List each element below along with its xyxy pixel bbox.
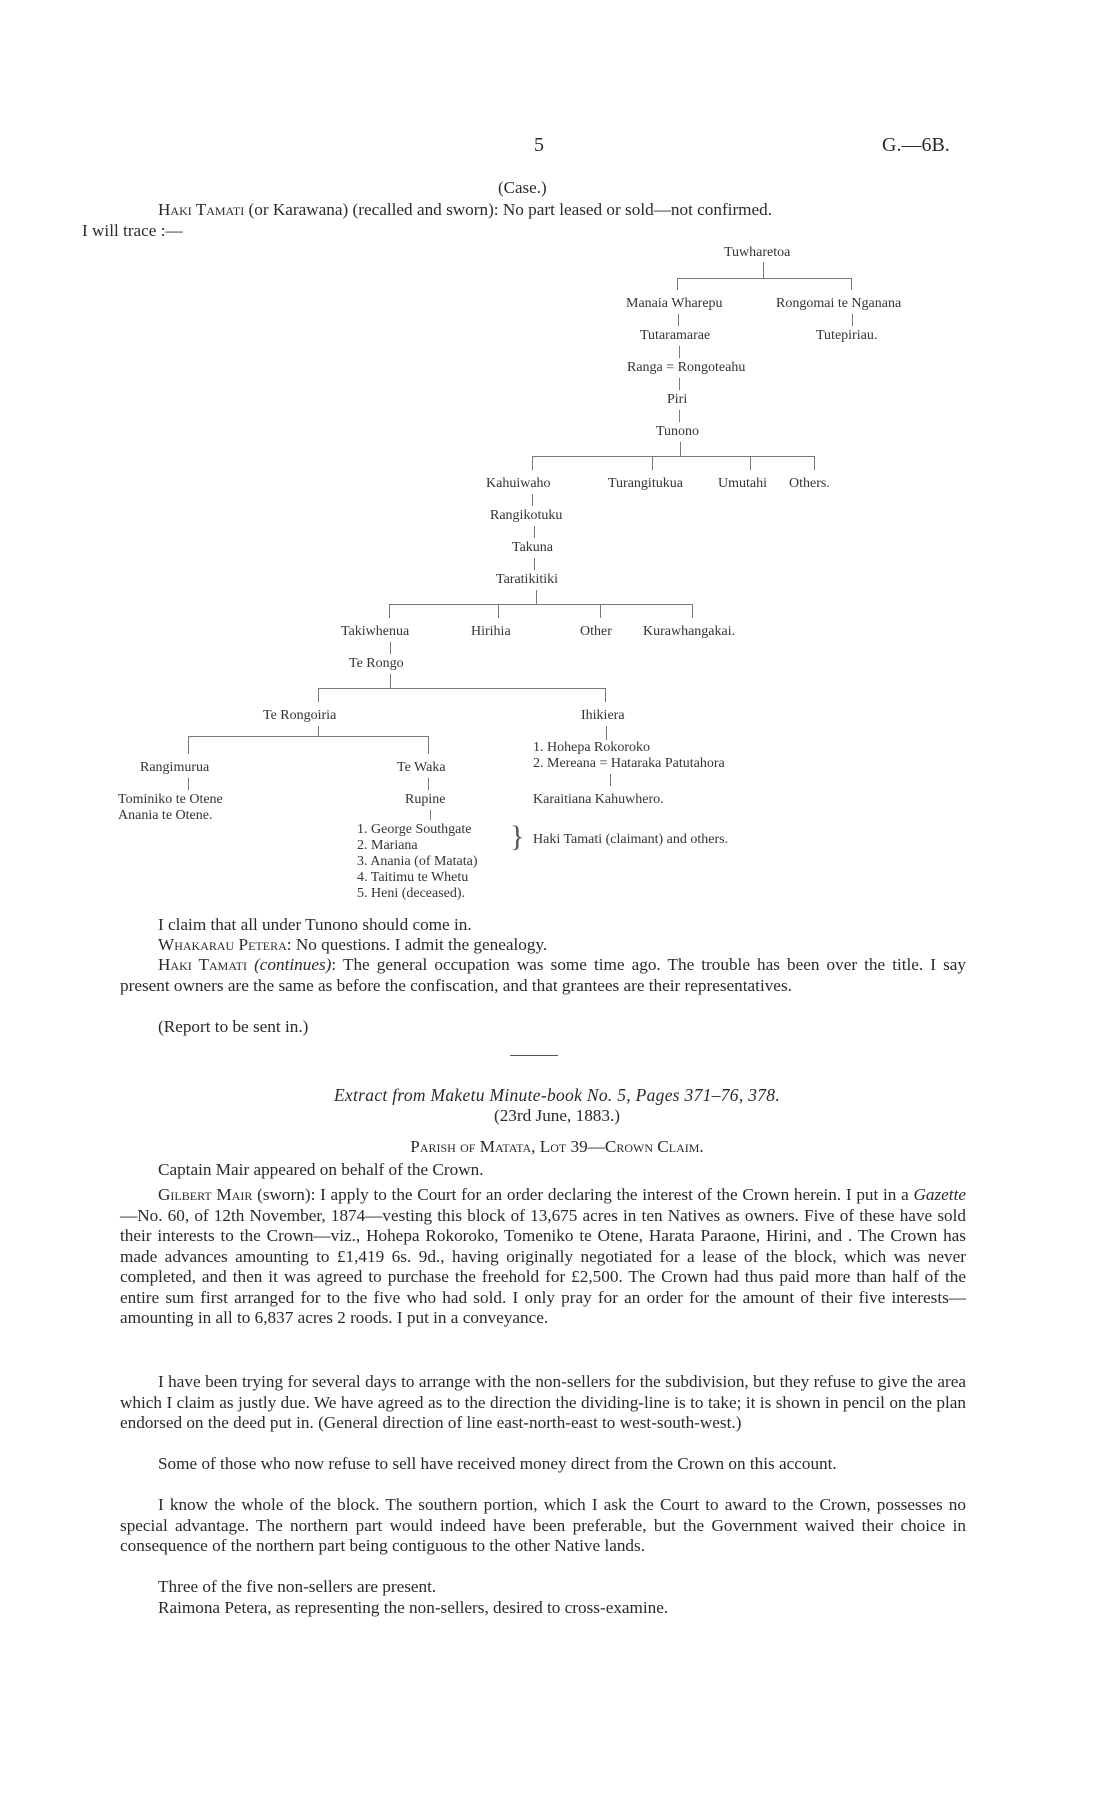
genealogy-marriage: Ranga = Rongoteahu [627, 360, 746, 375]
connector [532, 494, 533, 506]
connector [318, 688, 319, 702]
statement-text: : The general occupation was some time ago. The trouble has been over the title. I say present owners are the same as before the confiscation, and that grantees are their representatives. [120, 955, 966, 995]
genealogy-person: Takuna [512, 540, 554, 555]
connector [534, 526, 535, 538]
genealogy-person: Umutahi [718, 476, 767, 491]
genealogy-person: Kahuiwaho [486, 476, 551, 491]
connector [389, 604, 692, 605]
testimony-intro [82, 200, 966, 241]
connector [750, 456, 751, 470]
brace-icon: } [510, 820, 525, 853]
gazette-ref: Gazette [913, 1185, 966, 1204]
genealogy-person: 2. Mereana = Hataraka Patutahora [533, 756, 725, 771]
genealogy-person: Tutepiriau. [816, 328, 878, 343]
genealogy-person: 2. Mariana [357, 838, 418, 853]
paragraph-text: (sworn): I apply to the Court for an order declaring the interest of the Crown herein. I put in a [257, 1185, 909, 1204]
genealogy-person: 4. Taitimu te Whetu [357, 870, 469, 885]
document-code: G.—6B. [882, 134, 950, 156]
haki-continued-statement [120, 955, 966, 996]
genealogy-note: Haki Tamati (claimant) and others. [533, 832, 729, 847]
genealogy-person: Te Rongoiria [263, 708, 337, 723]
connector [763, 262, 764, 278]
genealogy-person: Te Waka [397, 760, 446, 775]
connector [318, 688, 605, 689]
paragraph [120, 1185, 966, 1329]
genealogy-person: Rupine [405, 792, 446, 807]
genealogy-person: Tutaramarae [640, 328, 711, 343]
paragraph: Captain Mair appeared on behalf of the Crown. [158, 1160, 484, 1179]
genealogy-person: Rangikotuku [490, 508, 563, 523]
connector [532, 456, 814, 457]
connector [534, 558, 535, 570]
connector [390, 674, 391, 688]
genealogy-person: Manaia Wharepu [626, 296, 723, 311]
paragraph: I know the whole of the block. The southern portion, which I ask the Court to award to the Crown, possesses no special advantage. The northern part would indeed have been preferable, but the Government waived their choice in consequence of the northern part being contiguous to the other Native lands. [120, 1495, 966, 1555]
genealogy-person: Tominiko te Otene [118, 792, 223, 807]
genealogy-person: Anania te Otene. [118, 808, 213, 823]
genealogy-person: Takiwhenua [341, 624, 410, 639]
parish-heading: Parish of Matata, Lot 39—Crown Claim. [410, 1137, 704, 1156]
genealogy-person: 1. George Southgate [357, 822, 472, 837]
genealogy-person: Karaitiana Kahuwhero. [533, 792, 664, 807]
case-label: (Case.) [498, 178, 547, 197]
connector [652, 456, 653, 470]
connector [814, 456, 815, 470]
genealogy-person: Rangimurua [140, 760, 210, 775]
paragraph: Raimona Petera, as representing the non-sellers, desired to cross-examine. [158, 1598, 669, 1617]
paragraph-text: —No. 60, of 12th November, 1874—vesting this block of 13,675 acres in ten Natives as owners. Five of these have sold their interests to the Crown—viz., Hohepa Rokoroko, Tomeniko te Otene, Harata Paraone, Hirini, and . The Crown has made advances amounting to £1,419 6s. 9d., having originally negotiated for a lease of the block, which was never completed, and then it was agreed to purchase the freehold for £2,500. The Crown had thus paid more than half of the entire sum first arranged for to the five who had sold. I only pray for an order for the amount of their five interests—amounting in all to 6,837 acres 2 roods. I put in a conveyance. [120, 1205, 966, 1327]
connector [677, 278, 678, 290]
genealogy-person: Piri [667, 392, 688, 407]
connector [852, 314, 853, 326]
connector [389, 604, 390, 618]
paragraph: Some of those who now refuse to sell have received money direct from the Crown on this account. [158, 1454, 837, 1473]
speaker-name: Gilbert Mair [158, 1185, 253, 1204]
connector [679, 378, 680, 390]
statement-text: : No questions. I admit the genealogy. [286, 935, 548, 954]
genealogy-root: Tuwharetoa [724, 245, 791, 260]
genealogy-person: 3. Anania (of Matata) [357, 854, 478, 869]
connector [188, 778, 189, 790]
section-divider [510, 1055, 558, 1056]
whakarau-statement [120, 935, 966, 956]
connector [851, 278, 852, 290]
connector [605, 688, 606, 702]
connector [680, 442, 681, 456]
connector [600, 604, 601, 618]
continues-label: (continues) [254, 955, 332, 974]
connector [318, 726, 319, 736]
genealogy-person: Tunono [656, 424, 700, 439]
page-number: 5 [534, 134, 544, 156]
connector [610, 774, 611, 786]
connector [188, 736, 189, 754]
speaker-alias: (or Karawana) [248, 200, 349, 219]
genealogy-person: Others. [789, 476, 830, 491]
genealogy-person: Hirihia [471, 624, 511, 639]
connector [188, 736, 428, 737]
genealogy-person: 1. Hohepa Rokoroko [533, 740, 651, 755]
genealogy-person: Rongomai te Nganana [776, 296, 902, 311]
genealogy-person: Te Rongo [349, 656, 404, 671]
paragraph: Three of the five non-sellers are present. [158, 1577, 437, 1596]
extract-title: Extract from Maketu Minute-book No. 5, Pages 371–76, 378. [333, 1085, 781, 1105]
extract-date: (23rd June, 1883.) [493, 1106, 621, 1125]
genealogy-person: Taratikitiki [496, 572, 559, 587]
connector [428, 736, 429, 754]
speaker-name: Whakarau Petera [158, 935, 287, 954]
connector [498, 604, 499, 618]
connector [679, 410, 680, 422]
speaker-name: Haki Tamati [158, 200, 245, 219]
connector [692, 604, 693, 618]
connector [536, 590, 537, 604]
speaker-statement: (recalled and sworn): No part leased or sold—not confirmed. [352, 200, 773, 219]
connector [606, 726, 607, 740]
genealogy-person: Kurawhangakai. [643, 624, 736, 639]
connector [532, 456, 533, 470]
trace-line: I will trace :— [82, 220, 183, 240]
claim-line: I claim that all under Tunono should come in. [158, 915, 472, 934]
connector [678, 314, 679, 326]
paragraph: I have been trying for several days to arrange with the non-sellers for the subdivision, but they refuse to give the area which I claim as justly due. We have agreed as to the direction the dividing-line is to take; it is shown in pencil on the plan endorsed on the deed put in. (General direction of line east-north-east to west-south-west.) [120, 1372, 966, 1432]
connector [430, 810, 431, 820]
genealogy-person: Ihikiera [581, 708, 625, 723]
connector [428, 778, 429, 790]
report-note: (Report to be sent in.) [158, 1017, 309, 1036]
genealogy-person: Other [580, 624, 612, 639]
connector [679, 346, 680, 358]
genealogy-person: Turangitukua [608, 476, 683, 491]
connector [677, 278, 851, 279]
connector [390, 642, 391, 654]
speaker-name: Haki Tamati [158, 955, 247, 974]
genealogy-person: 5. Heni (deceased). [357, 886, 466, 901]
